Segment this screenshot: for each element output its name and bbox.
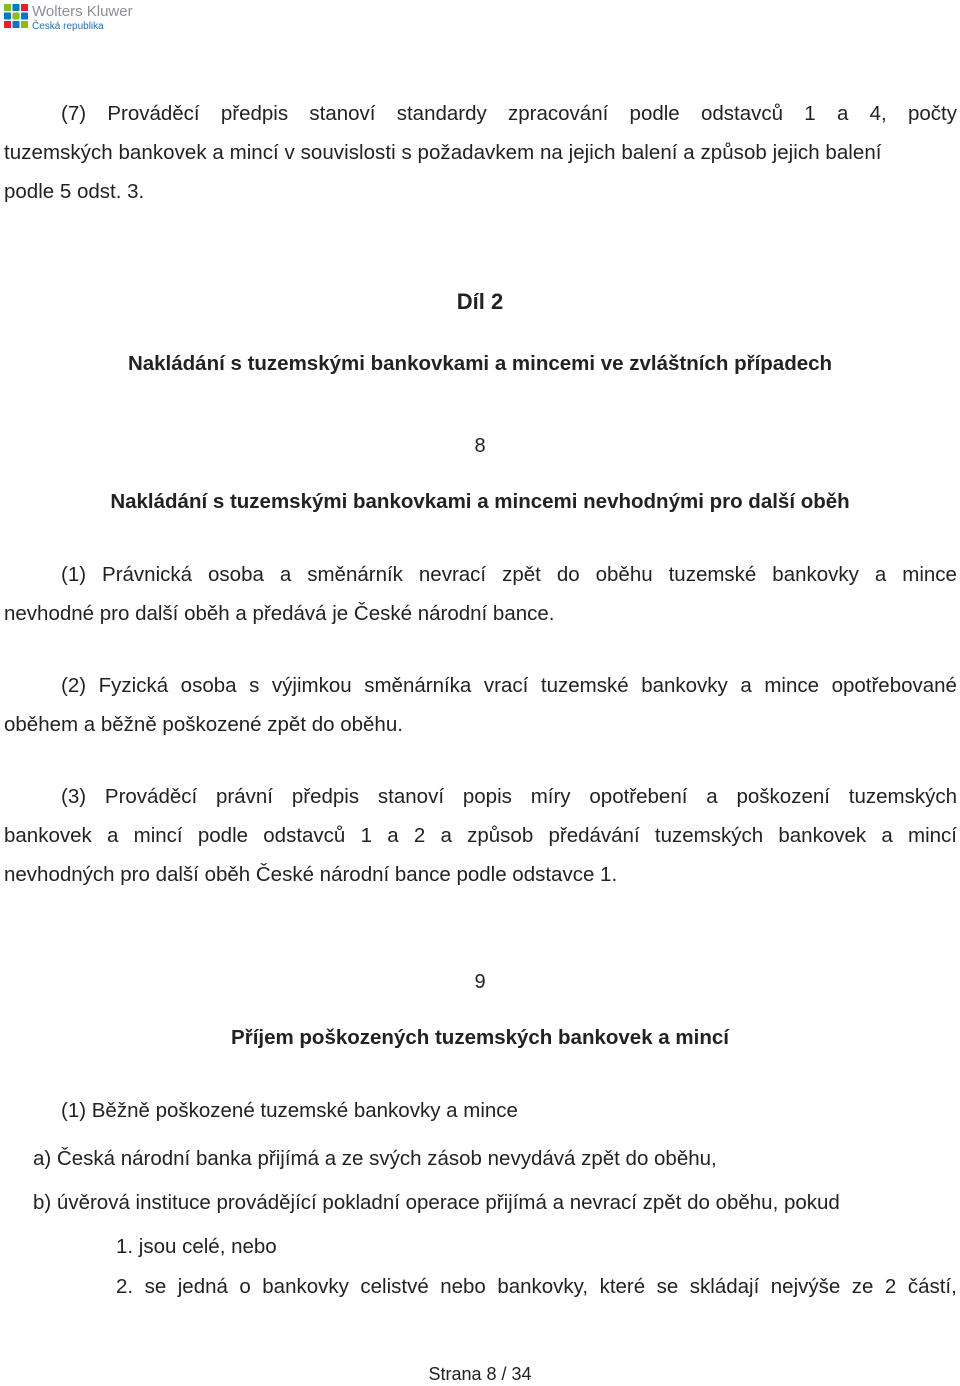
s9-item-b: b) úvěrová instituce provádějící pokladní operace přijímá a nevrací zpět do oběhu, pokud bbox=[33, 1191, 840, 1214]
word: tuzemské bbox=[540, 674, 629, 697]
word: do bbox=[556, 563, 580, 586]
word: Prováděcí bbox=[104, 785, 198, 808]
section-8-number: 8 bbox=[474, 435, 486, 457]
intro-line-3: podle 5 odst. 3. bbox=[4, 180, 145, 203]
word: tuzemských bbox=[654, 824, 764, 847]
word: a bbox=[440, 824, 452, 847]
word: jedná bbox=[177, 1275, 228, 1298]
word: nevrací bbox=[418, 563, 487, 586]
word: osoba bbox=[180, 674, 237, 697]
s8-p3-line-1 bbox=[61, 785, 957, 809]
word: mincí bbox=[908, 824, 957, 847]
word: způsob bbox=[467, 824, 534, 847]
brand-name: Wolters Kluwer bbox=[32, 3, 133, 20]
word: podle bbox=[629, 102, 680, 125]
s8-p3-line-3: nevhodných pro další oběh České národní bance podle odstavce 1. bbox=[4, 863, 618, 886]
word: směnárníka bbox=[364, 674, 472, 697]
section-9-number: 9 bbox=[474, 971, 486, 993]
word: ze bbox=[851, 1275, 874, 1298]
part-subtitle: Nakládání s tuzemskými bankovkami a mincemi ve zvláštních případech bbox=[127, 352, 833, 375]
word: popis bbox=[462, 785, 512, 808]
word: poškození bbox=[736, 785, 830, 808]
word: částí, bbox=[907, 1275, 957, 1298]
s9-item-a: a) Česká národní banka přijímá a ze svých zásob nevydává zpět do oběhu, bbox=[33, 1147, 717, 1170]
word: zpracování bbox=[508, 102, 609, 125]
brand-subtitle: Česká republika bbox=[32, 21, 104, 32]
s8-p1-line-1 bbox=[61, 563, 957, 587]
word: předávání bbox=[548, 824, 640, 847]
word: mince bbox=[902, 563, 957, 586]
word: a bbox=[279, 563, 292, 586]
word: standardy bbox=[396, 102, 487, 125]
word: se bbox=[144, 1275, 167, 1298]
word: Prováděcí bbox=[107, 102, 200, 125]
word: zpět bbox=[502, 563, 541, 586]
word: počty bbox=[907, 102, 957, 125]
publisher-logo bbox=[4, 4, 133, 36]
s8-p2-line-2: oběhem a běžně poškozené zpět do oběhu. bbox=[4, 713, 403, 736]
word: 2 bbox=[884, 1275, 897, 1298]
word: Fyzická bbox=[98, 674, 169, 697]
word: nejvýše bbox=[770, 1275, 841, 1298]
word: předpis bbox=[220, 102, 289, 125]
word: bankovky, bbox=[497, 1275, 589, 1298]
word: mincí bbox=[133, 824, 183, 847]
word: 2. bbox=[116, 1275, 134, 1298]
word: nebo bbox=[440, 1275, 486, 1298]
word: míry bbox=[530, 785, 571, 808]
s8-p2-line-1 bbox=[61, 674, 957, 698]
word: a bbox=[881, 824, 893, 847]
word: bankovky bbox=[262, 1275, 349, 1298]
word: 1 bbox=[804, 102, 816, 125]
word: a bbox=[706, 785, 718, 808]
s9-subitem-1: 1. jsou celé, nebo bbox=[116, 1235, 277, 1258]
word: předpis bbox=[291, 785, 360, 808]
intro-line-2: tuzemských bankovek a mincí v souvislosti s požadavkem na jejich balení a způsob jejich balení bbox=[4, 141, 882, 164]
word: podle bbox=[197, 824, 249, 847]
word: 2 bbox=[413, 824, 426, 847]
word: stanoví bbox=[309, 102, 376, 125]
word: (1) bbox=[61, 563, 87, 586]
word: opotřebení bbox=[589, 785, 688, 808]
s9-subitem-2 bbox=[116, 1275, 957, 1299]
word: (2) bbox=[61, 674, 87, 697]
word: které bbox=[599, 1275, 646, 1298]
word: tuzemských bbox=[848, 785, 957, 808]
word: a bbox=[387, 824, 399, 847]
word: právní bbox=[216, 785, 274, 808]
word: vrací bbox=[483, 674, 529, 697]
s9-p1: (1) Běžně poškozené tuzemské bankovky a mince bbox=[61, 1099, 518, 1122]
word: a bbox=[107, 824, 119, 847]
word: 4, bbox=[869, 102, 887, 125]
word: odstavců bbox=[700, 102, 784, 125]
page-number: Strana 8 / 34 bbox=[428, 1364, 532, 1384]
section-9-heading: Příjem poškozených tuzemských bankovek a mincí bbox=[231, 1026, 729, 1049]
word: s bbox=[249, 674, 260, 697]
word: o bbox=[239, 1275, 251, 1298]
word: (3) bbox=[61, 785, 87, 808]
word: mince bbox=[764, 674, 820, 697]
wolters-kluwer-logo-icon bbox=[4, 4, 28, 28]
intro-line-1 bbox=[61, 102, 957, 126]
word: skládají bbox=[689, 1275, 760, 1298]
s8-p3-line-2 bbox=[4, 824, 957, 848]
word: bankovky bbox=[641, 674, 728, 697]
word: celistvé bbox=[360, 1275, 429, 1298]
word: 1 bbox=[360, 824, 372, 847]
section-8-heading: Nakládání s tuzemskými bankovkami a mincemi nevhodnými pro další oběh bbox=[110, 490, 850, 513]
word: Právnická bbox=[102, 563, 193, 586]
word: a bbox=[836, 102, 849, 125]
word: (7) bbox=[61, 102, 87, 125]
word: bankovek bbox=[778, 824, 867, 847]
word: opotřebované bbox=[831, 674, 957, 697]
s8-p1-line-2: nevhodné pro další oběh a předává je České národní bance. bbox=[4, 602, 555, 625]
word: a bbox=[874, 563, 887, 586]
word: tuzemské bbox=[668, 563, 757, 586]
word: odstavců bbox=[263, 824, 346, 847]
word: a bbox=[740, 674, 752, 697]
word: bankovky bbox=[772, 563, 859, 586]
word: osoba bbox=[208, 563, 264, 586]
word: směnárník bbox=[307, 563, 403, 586]
word: bankovek bbox=[4, 824, 92, 847]
part-title: Díl 2 bbox=[456, 289, 504, 314]
word: oběhu bbox=[595, 563, 653, 586]
word: stanoví bbox=[377, 785, 445, 808]
word: se bbox=[656, 1275, 679, 1298]
word: výjimkou bbox=[271, 674, 352, 697]
